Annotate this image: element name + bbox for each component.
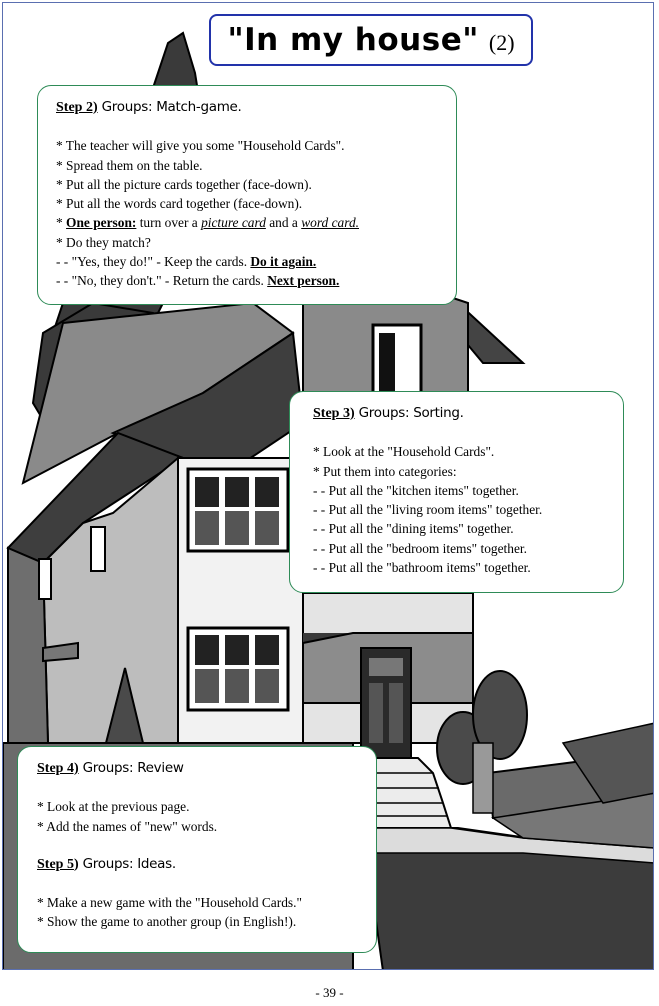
step2-do-it-again: Do it again. — [250, 254, 317, 270]
step2-line-1: * The teacher will give you some "Household Cards". — [56, 138, 345, 154]
title-box — [209, 14, 533, 66]
step3-label: Step 3) — [313, 406, 355, 421]
step2-line-7 — [56, 252, 456, 271]
page-frame — [2, 2, 654, 970]
step4-line-1: * Look at the previous page. — [37, 799, 190, 815]
step5-line-2: * Show the game to another group (in English!). — [37, 914, 297, 930]
page-title-number: (2) — [488, 30, 515, 55]
step4-5-box — [17, 746, 377, 953]
step2-line-6: * Do they match? — [56, 234, 151, 250]
step3-line-6: - - Put all the "bedroom items" together. — [313, 540, 527, 556]
step3-title: Groups: Sorting. — [358, 405, 464, 421]
step2-line-2: * Spread them on the table. — [56, 157, 203, 173]
step4-title: Groups: Review — [82, 760, 184, 776]
step2-word-card: word card. — [301, 215, 359, 231]
step2-box — [37, 85, 457, 305]
step2-line-8-text: - - "No, they don't." - Return the cards. — [56, 273, 268, 289]
step5-label-suffix: ) — [73, 856, 79, 872]
step2-line-3: * Put all the picture cards together (face-down). — [56, 176, 312, 192]
step3-line-3: - - Put all the "kitchen items" together. — [313, 482, 519, 498]
step2-line-5-prefix: * — [56, 215, 67, 231]
step4-heading — [37, 759, 376, 778]
step2-line-8 — [56, 271, 456, 290]
step3-line-4: - - Put all the "living room items" together. — [313, 502, 543, 518]
step2-next-person: Next person. — [267, 273, 340, 289]
step2-title: Groups: Match-game. — [101, 99, 242, 115]
step3-line-5: - - Put all the "dining items" together. — [313, 521, 514, 537]
step4-label: Step 4) — [37, 761, 79, 776]
step3-box — [289, 391, 624, 593]
step5-label: Step 5 — [37, 856, 74, 872]
step2-line-7-text: - - "Yes, they do!" - Keep the cards. — [56, 254, 251, 270]
step2-line-5-mid2: and a — [265, 215, 302, 231]
step5-heading — [37, 855, 376, 874]
step3-line-2: * Put them into categories: — [313, 463, 457, 479]
step3-heading — [313, 404, 623, 423]
step3-line-1: * Look at the "Household Cards". — [313, 444, 495, 460]
step5-line-1: * Make a new game with the "Household Cards." — [37, 895, 302, 911]
step4-line-2: * Add the names of "new" words. — [37, 818, 218, 834]
step2-label: Step 2) — [56, 100, 98, 115]
page-number: - 39 - — [315, 985, 344, 1000]
step2-picture-card: picture card — [201, 215, 266, 231]
step2-line-5-mid1: turn over a — [136, 215, 202, 231]
step2-line-5 — [56, 213, 456, 232]
step2-one-person: One person: — [66, 215, 137, 231]
step2-line-4: * Put all the words card together (face-down). — [56, 196, 303, 212]
page-title: "In my house" — [227, 22, 479, 58]
step3-line-7: - - Put all the "bathroom items" together. — [313, 560, 531, 576]
step2-heading — [56, 98, 456, 117]
step5-title: Groups: Ideas. — [82, 855, 176, 872]
